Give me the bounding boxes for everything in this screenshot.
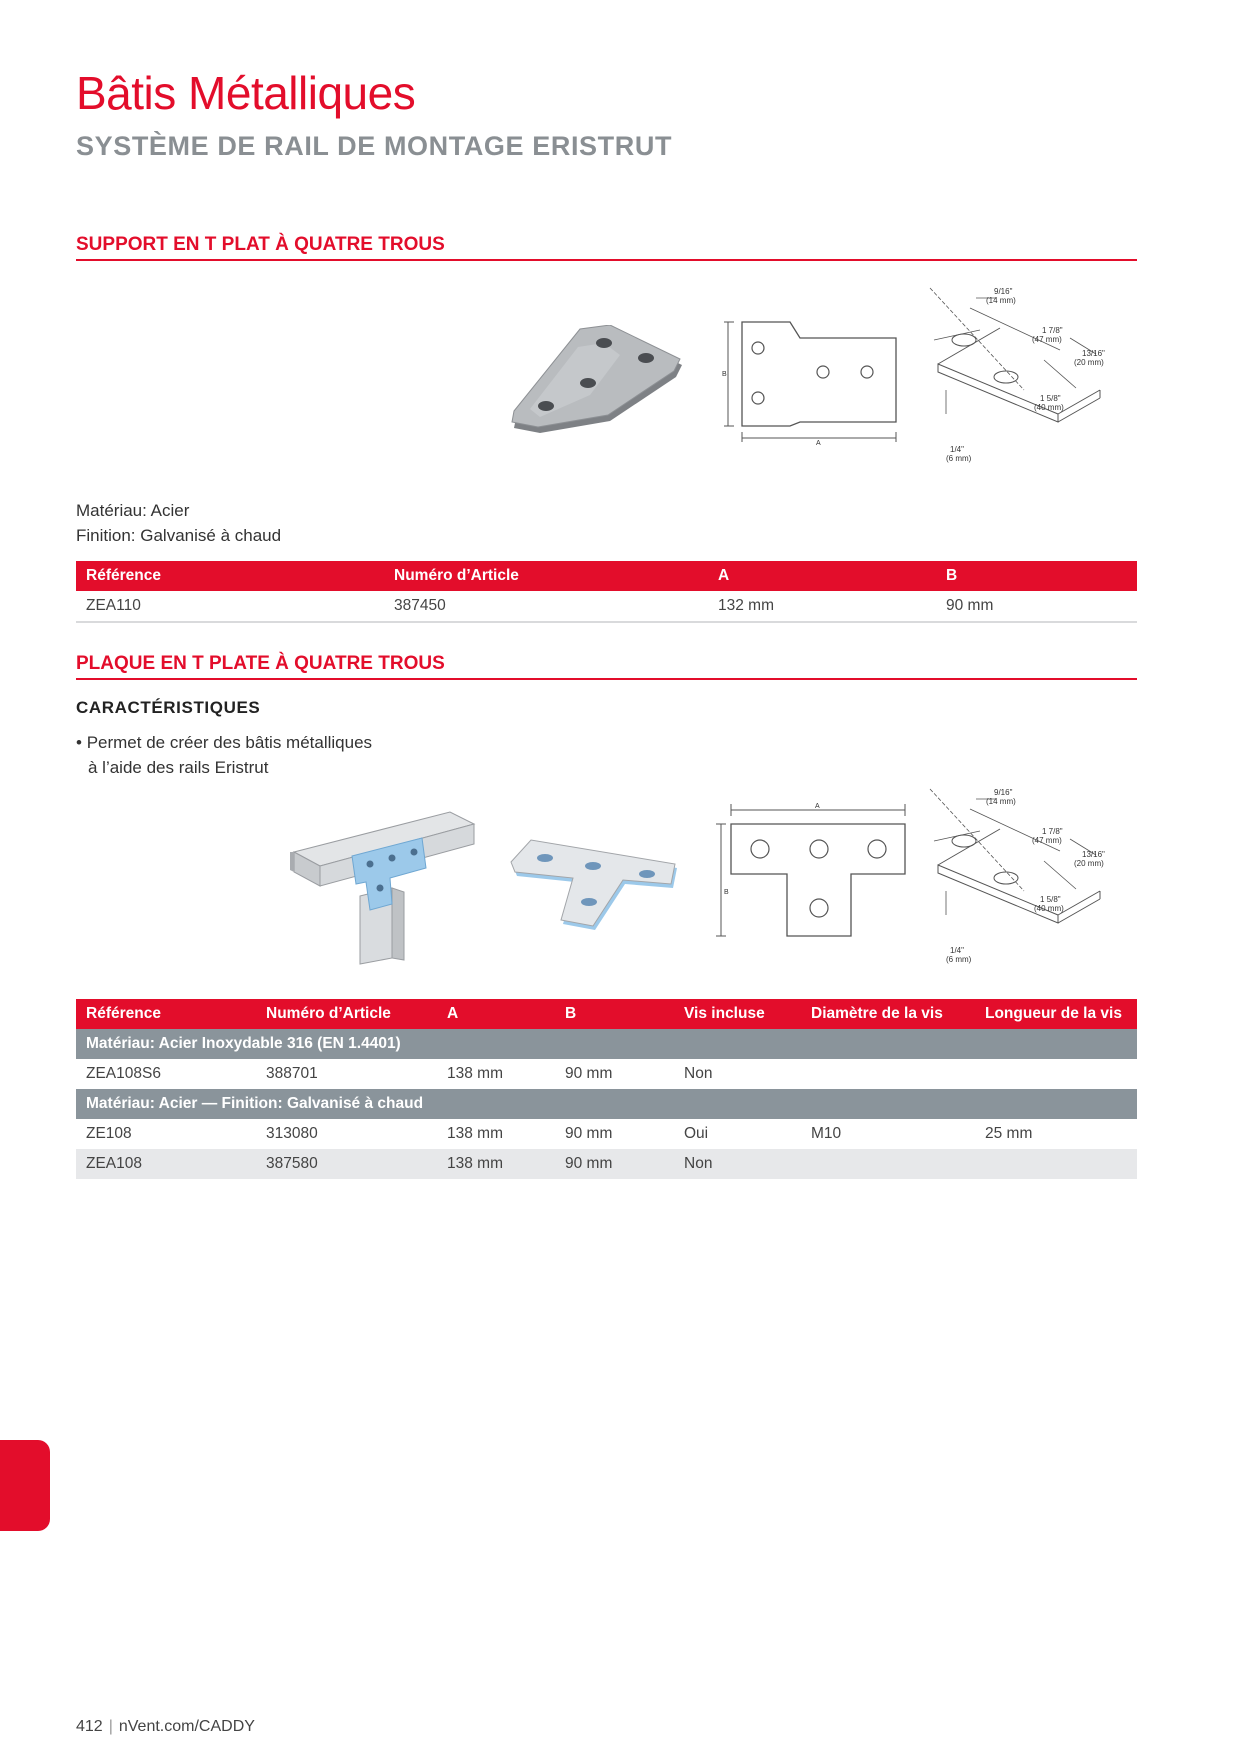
- features-title: CARACTÉRISTIQUES: [76, 698, 261, 717]
- hole-spacing-label: 1 7/8": [1042, 326, 1063, 335]
- cell-screw-length: 25 mm: [985, 1125, 1033, 1142]
- cell-reference: ZEA108S6: [86, 1065, 161, 1082]
- cell-reference: ZEA108: [76, 1149, 256, 1179]
- cell-article-number: 387450: [384, 591, 708, 622]
- dimension-b-label: B: [724, 889, 729, 896]
- cell-a: 138 mm: [447, 1065, 503, 1082]
- cell-a: 138 mm: [447, 1125, 503, 1142]
- col-header-screw-diameter: Diamètre de la vis: [801, 999, 975, 1029]
- cell-b: 90 mm: [565, 1065, 613, 1082]
- cell-article-number: 313080: [266, 1125, 318, 1142]
- plate-thickness-label: 1/4": [950, 946, 964, 955]
- table-row: [76, 591, 1137, 622]
- col-header-b: B: [555, 999, 674, 1029]
- footer-website-link[interactable]: nVent.com/CADDY: [118, 1718, 255, 1735]
- edge-distance-mm-label: (20 mm): [1074, 358, 1104, 367]
- chapter-tab: [0, 1440, 50, 1531]
- cell-screw-diameter: M10: [811, 1125, 842, 1142]
- dimension-b-label: B: [722, 371, 727, 378]
- col-header-reference: Référence: [76, 561, 384, 591]
- finish-text: Finition: Galvanisé à chaud: [76, 526, 282, 545]
- plate-width-mm-label: (40 mm): [1034, 403, 1064, 412]
- technical-drawing-plaque-t: [715, 800, 915, 950]
- material-group-stainless: Matériau: Acier Inoxydable 316 (EN 1.4401): [76, 1029, 1137, 1059]
- hole-detail-drawing-support-t: [920, 278, 1120, 478]
- cell-screw-included: Non: [684, 1065, 713, 1082]
- hole-diameter-label: 9/16": [994, 788, 1013, 797]
- cell-screw-length: [975, 1149, 1137, 1179]
- dimension-a-label: A: [815, 803, 820, 810]
- bullet-dot: •: [76, 733, 82, 752]
- product-photo-assembly: [280, 808, 480, 968]
- edge-distance-label: 13/16": [1082, 349, 1105, 358]
- technical-drawing-support-t: [720, 312, 910, 447]
- col-header-article-number: Numéro d’Article: [384, 561, 708, 591]
- spec-table-plaque-t: [76, 999, 1137, 1179]
- hole-diameter-mm-label: (14 mm): [986, 797, 1016, 806]
- edge-distance-label: 13/16": [1082, 850, 1105, 859]
- cell-screw-length: [975, 1059, 1137, 1089]
- col-header-b: B: [936, 561, 1137, 591]
- table-header-row: [76, 561, 1137, 591]
- hole-spacing-mm-label: (47 mm): [1032, 836, 1062, 845]
- plate-width-mm-label: (40 mm): [1034, 904, 1064, 913]
- cell-article-number: 388701: [266, 1065, 318, 1082]
- col-header-a: A: [437, 999, 555, 1029]
- section-title-support-t: SUPPORT EN T PLAT À QUATRE TROUS: [76, 234, 1137, 261]
- cell-a: 138 mm: [437, 1149, 555, 1179]
- feature-line-1: Permet de créer des bâtis métalliques: [86, 733, 373, 752]
- cell-a: 132 mm: [708, 591, 936, 622]
- plate-width-label: 1 5/8": [1040, 394, 1061, 403]
- table-row: [76, 1149, 1137, 1179]
- plate-thickness-mm-label: (6 mm): [946, 955, 972, 964]
- table-row: [76, 1119, 1137, 1149]
- plate-thickness-label: 1/4": [950, 445, 964, 454]
- product-photo-plaque-t: [505, 838, 685, 938]
- spec-table-support-t: [76, 561, 1137, 623]
- hole-spacing-mm-label: (47 mm): [1032, 335, 1062, 344]
- col-header-screw-included: Vis incluse: [674, 999, 801, 1029]
- hole-detail-drawing-plaque-t: [920, 779, 1120, 979]
- hole-spacing-label: 1 7/8": [1042, 827, 1063, 836]
- col-header-article-number: Numéro d’Article: [256, 999, 437, 1029]
- section-title-plaque-t: PLAQUE EN T PLATE À QUATRE TROUS: [76, 653, 1137, 680]
- table-header-row: [76, 999, 1137, 1029]
- feature-bullet: [76, 730, 372, 755]
- cell-screw-diameter: [801, 1059, 975, 1089]
- cell-b: 90 mm: [555, 1149, 674, 1179]
- cell-screw-included: Oui: [684, 1125, 709, 1142]
- cell-screw-diameter: [801, 1149, 975, 1179]
- hole-diameter-label: 9/16": [994, 287, 1013, 296]
- dimension-a-label: A: [816, 440, 821, 447]
- cell-reference: ZE108: [86, 1125, 132, 1142]
- cell-b: 90 mm: [936, 591, 1137, 622]
- plate-width-label: 1 5/8": [1040, 895, 1061, 904]
- material-group-row: [76, 1089, 1137, 1119]
- cell-b: 90 mm: [565, 1125, 613, 1142]
- page-title: Bâtis Métalliques: [76, 67, 416, 119]
- material-text: Matériau: Acier: [76, 501, 190, 520]
- footer-separator: |: [108, 1718, 113, 1735]
- table-row: [76, 1059, 1137, 1089]
- page-subtitle: SYSTÈME DE RAIL DE MONTAGE ERISTRUT: [76, 131, 673, 161]
- feature-line-2: à l’aide des rails Eristrut: [88, 758, 269, 777]
- page-footer: [76, 1718, 255, 1736]
- material-group-galvanized: Matériau: Acier — Finition: Galvanisé à chaud: [76, 1089, 1137, 1119]
- col-header-reference: Référence: [76, 999, 256, 1029]
- product-photo-support-t: [500, 325, 690, 440]
- material-group-row: [76, 1029, 1137, 1059]
- edge-distance-mm-label: (20 mm): [1074, 859, 1104, 868]
- cell-screw-included: Non: [674, 1149, 801, 1179]
- page-number: 412: [76, 1718, 103, 1735]
- col-header-a: A: [708, 561, 936, 591]
- hole-diameter-mm-label: (14 mm): [986, 296, 1016, 305]
- cell-article-number: 387580: [256, 1149, 437, 1179]
- plate-thickness-mm-label: (6 mm): [946, 454, 972, 463]
- col-header-screw-length: Longueur de la vis: [975, 999, 1137, 1029]
- cell-reference: ZEA110: [76, 591, 384, 622]
